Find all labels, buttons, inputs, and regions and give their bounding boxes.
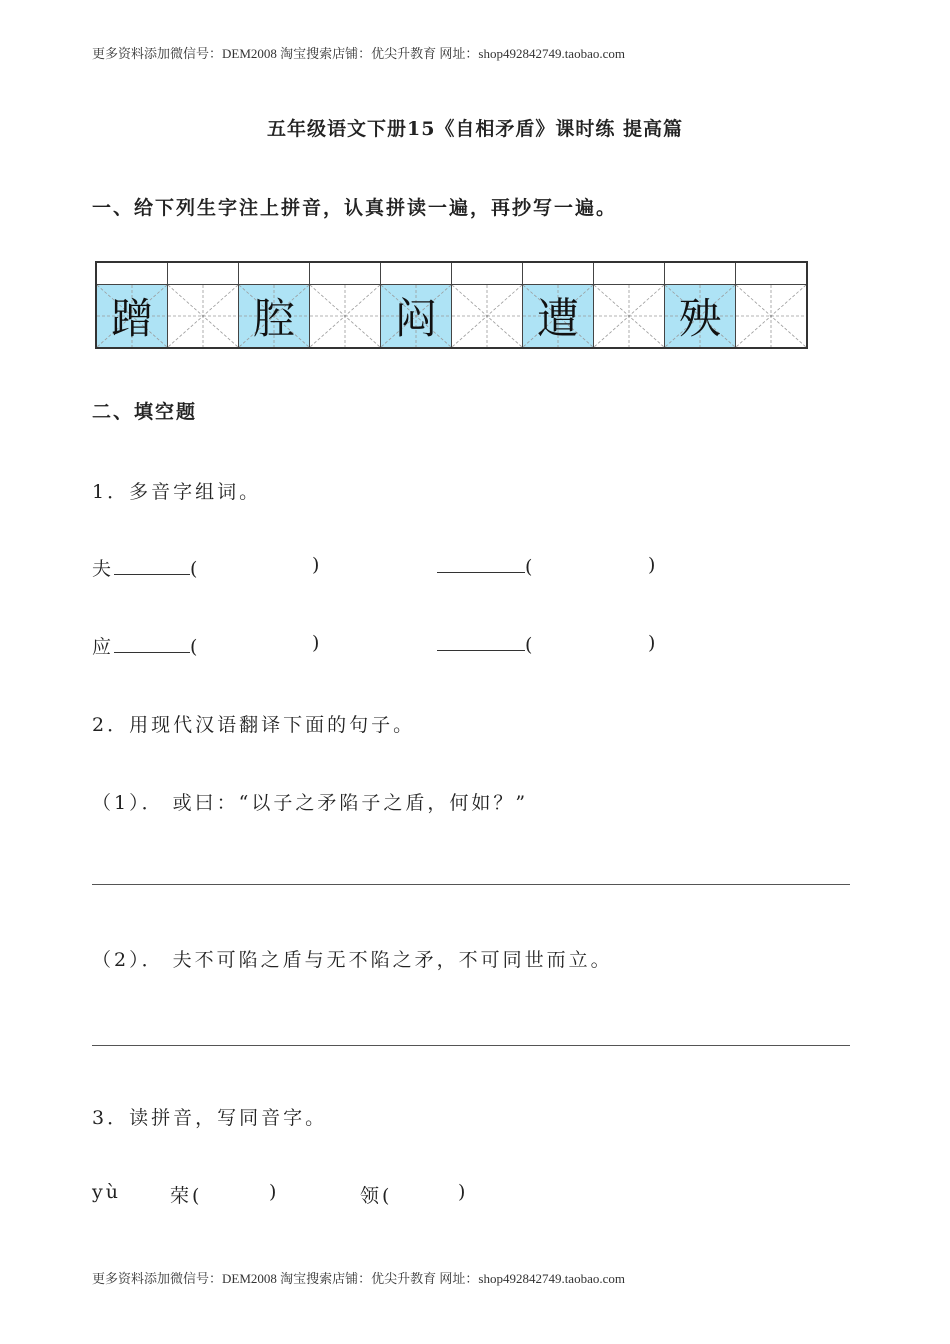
character-box	[665, 285, 735, 347]
paren-open: (	[190, 636, 201, 658]
grid-cell	[452, 263, 523, 347]
grid-guide-lines	[452, 285, 522, 347]
pinyin-box[interactable]	[239, 263, 309, 285]
polyphone-row-2	[437, 554, 535, 578]
grid-cell	[665, 263, 736, 347]
pinyin-box[interactable]	[310, 263, 380, 285]
section-1-heading: 一、给下列生字注上拼音，认真拼读一遍，再抄写一遍。	[92, 197, 618, 219]
pinyin-box[interactable]	[665, 263, 735, 285]
paren-close: )	[458, 1181, 469, 1203]
pinyin-box[interactable]	[523, 263, 593, 285]
practice-box[interactable]	[452, 285, 522, 347]
paren-close: )	[648, 632, 659, 654]
translation-item-2: （2）． 夫不可陷之盾与无不陷之矛，不可同世而立。	[92, 949, 613, 971]
paren-close: )	[312, 554, 323, 576]
practice-box[interactable]	[310, 285, 380, 347]
practice-box[interactable]	[168, 285, 238, 347]
question-3-title: 3．读拼音，写同音字。	[92, 1107, 328, 1129]
grid-character: 闷	[394, 294, 437, 343]
pinyin-box[interactable]	[736, 263, 806, 285]
question-2-title: 2．用现代汉语翻译下面的句子。	[92, 714, 416, 736]
page-footer: 更多资料添加微信号：DEM2008 淘宝搜索店铺：优尖升教育 网址：shop492842749.taobao.com	[92, 1271, 625, 1286]
grid-guide-lines	[594, 285, 664, 347]
paren-open: (	[525, 556, 536, 578]
word-blank[interactable]	[114, 634, 190, 653]
word-blank[interactable]	[437, 554, 525, 573]
answer-line-1[interactable]	[92, 884, 850, 885]
pinyin-box[interactable]	[452, 263, 522, 285]
polyphone-row	[92, 554, 200, 581]
question-1-title: 1．多音字组词。	[92, 481, 262, 503]
grid-character: 腔	[252, 294, 295, 343]
character-box	[381, 285, 451, 347]
polyphone-row	[92, 632, 200, 659]
grid-character: 殃	[678, 294, 721, 343]
word-blank[interactable]	[437, 632, 525, 651]
homophone-word-1: 荣(	[170, 1185, 203, 1207]
paren-open: (	[525, 634, 536, 656]
character-box	[97, 285, 167, 347]
paren-close: )	[648, 554, 659, 576]
pinyin-label: yù	[92, 1181, 121, 1203]
page-header: 更多资料添加微信号：DEM2008 淘宝搜索店铺：优尖升教育 网址：shop492842749.taobao.com	[92, 46, 625, 61]
pinyin-box[interactable]	[381, 263, 451, 285]
practice-box[interactable]	[594, 285, 664, 347]
practice-box[interactable]	[736, 285, 806, 347]
grid-guide-lines	[736, 285, 806, 347]
translation-item-1: （1）． 或曰：“以子之矛陷子之盾，何如？”	[92, 792, 529, 814]
character-box	[239, 285, 309, 347]
polyphone-char: 应	[92, 636, 115, 658]
grid-cell	[97, 263, 168, 347]
word-blank[interactable]	[114, 556, 190, 575]
paren-open: (	[190, 558, 201, 580]
polyphone-char: 夫	[92, 558, 115, 580]
grid-character: 遭	[536, 294, 579, 343]
pinyin-box[interactable]	[594, 263, 664, 285]
writing-grid	[95, 261, 808, 349]
character-box	[523, 285, 593, 347]
paren-close: )	[312, 632, 323, 654]
grid-cell	[168, 263, 239, 347]
grid-cell	[736, 263, 806, 347]
pinyin-box[interactable]	[97, 263, 167, 285]
grid-cell	[523, 263, 594, 347]
answer-line-2[interactable]	[92, 1045, 850, 1046]
grid-cell	[381, 263, 452, 347]
polyphone-row-2	[437, 632, 535, 656]
homophone-word-2: 领(	[360, 1185, 393, 1207]
grid-cell	[310, 263, 381, 347]
paren-close: )	[269, 1181, 280, 1203]
grid-guide-lines	[310, 285, 380, 347]
grid-cell	[594, 263, 665, 347]
pinyin-box[interactable]	[168, 263, 238, 285]
grid-guide-lines	[168, 285, 238, 347]
section-2-heading: 二、填空题	[92, 401, 198, 423]
document-title: 五年级语文下册15《自相矛盾》课时练 提高篇	[266, 118, 684, 140]
grid-cell	[239, 263, 310, 347]
grid-character: 蹭	[110, 294, 153, 343]
